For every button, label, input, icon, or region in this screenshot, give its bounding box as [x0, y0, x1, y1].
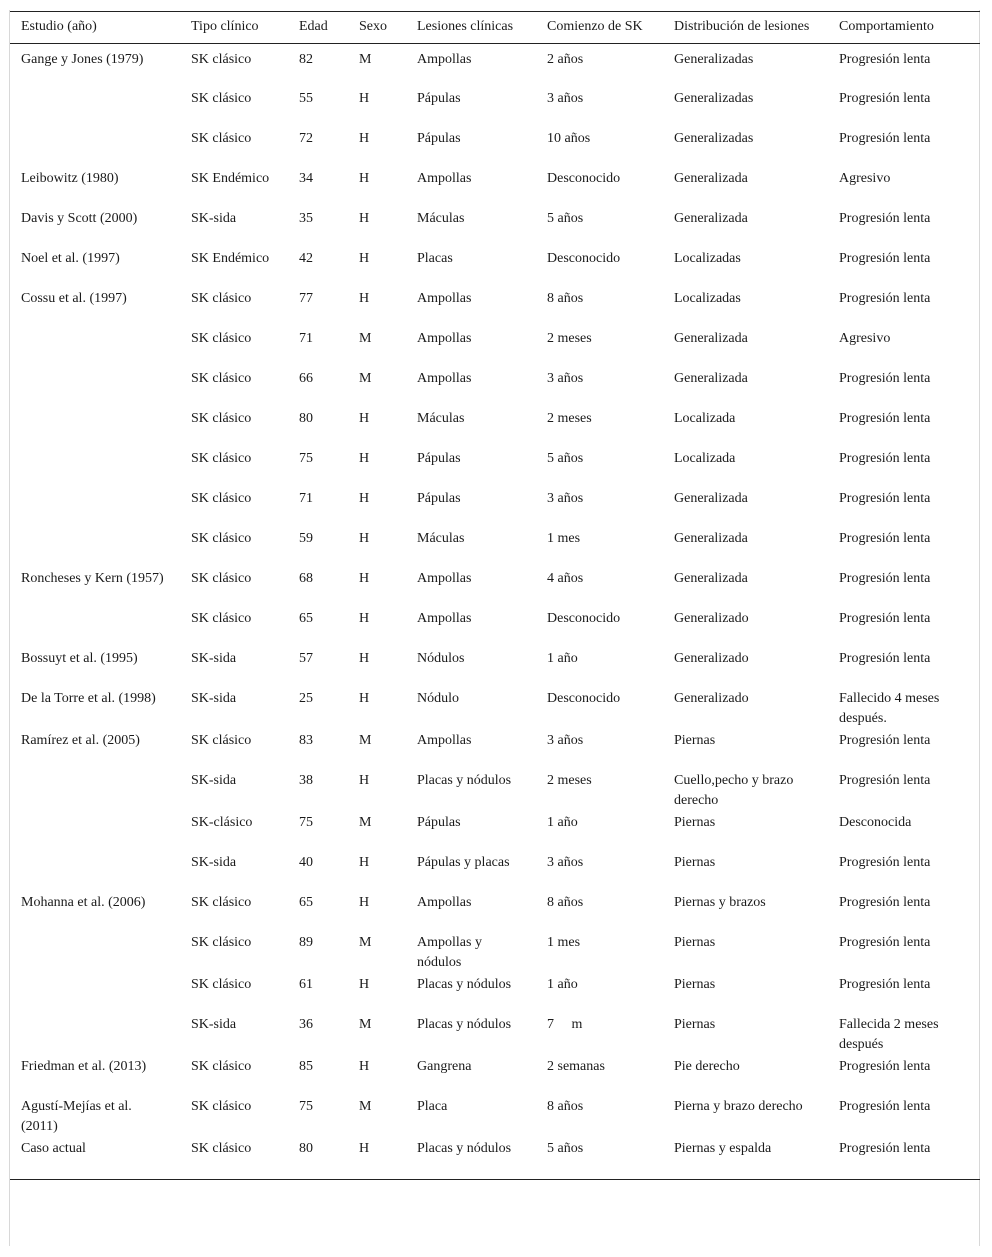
cell-behaviour: Progresión lenta: [839, 90, 931, 106]
cell-behaviour: Progresión lenta: [839, 210, 931, 226]
header-row: [10, 12, 980, 44]
cell-distribution: Piernas y espalda: [674, 1140, 772, 1156]
cell-distribution: Localizadas: [674, 250, 741, 266]
cell-sex: H: [359, 894, 370, 910]
cell-clinical-type: SK clásico: [191, 490, 252, 506]
cell-sex: H: [359, 170, 370, 186]
cell-age: 36: [299, 1016, 313, 1032]
cell-clinical-type: SK-sida: [191, 690, 237, 706]
header-behaviour: Comportamiento: [839, 19, 934, 34]
cell-behaviour: Progresión lenta: [839, 894, 931, 910]
cell-onset: 8 años: [547, 290, 584, 306]
header-study: Estudio (año): [21, 19, 97, 34]
cell-clinical-type: SK clásico: [191, 1058, 252, 1074]
cell-behaviour: Progresión lenta: [839, 410, 931, 426]
cell-distribution: Generalizada: [674, 330, 748, 346]
cell-age: 42: [299, 250, 313, 266]
cell-lesions: Nódulos: [417, 650, 465, 666]
cell-distribution: Piernas: [674, 934, 716, 950]
table-row: [10, 568, 980, 608]
cell-clinical-type: SK clásico: [191, 976, 252, 992]
table-row: [10, 892, 980, 932]
cell-behaviour: Progresión lenta: [839, 450, 931, 466]
cell-study: Friedman et al. (2013): [21, 1058, 147, 1074]
cell-study: Mohanna et al. (2006): [21, 894, 146, 910]
cell-lesions: Placas y nódulos: [417, 976, 512, 992]
cell-study: Noel et al. (1997): [21, 250, 120, 266]
cell-behaviour: Progresión lenta: [839, 610, 931, 626]
table-row: [10, 488, 980, 528]
cell-behaviour: Progresión lenta: [839, 854, 931, 870]
cell-onset: 3 años: [547, 490, 584, 506]
cell-behaviour: Desconocida: [839, 814, 912, 830]
cell-age: 66: [299, 370, 313, 386]
cell-clinical-type: SK clásico: [191, 330, 252, 346]
cell-behaviour: Agresivo: [839, 170, 891, 186]
table-row: [10, 168, 980, 208]
cell-lesions: Pápulas: [417, 90, 461, 106]
cell-age: 89: [299, 934, 313, 950]
table-row: [10, 328, 980, 368]
cell-lesions: Pápulas: [417, 814, 461, 830]
cell-behaviour: Progresión lenta: [839, 570, 931, 586]
cell-age: 71: [299, 330, 313, 346]
cell-age: 34: [299, 170, 313, 186]
cell-study: Davis y Scott (2000): [21, 210, 138, 226]
cell-onset: 5 años: [547, 450, 584, 466]
cell-age: 82: [299, 52, 313, 67]
cell-age: 85: [299, 1058, 313, 1074]
cell-behaviour: Progresión lenta: [839, 732, 931, 748]
cell-study: [10, 88, 180, 128]
cell-lesions: Ampollas: [417, 52, 472, 67]
cell-distribution: Generalizada: [674, 210, 748, 226]
table-row: [10, 608, 980, 648]
cell-sex: M: [359, 732, 372, 748]
table-row: [10, 368, 980, 408]
cell-study: Roncheses y Kern (1957): [21, 570, 164, 586]
cell-behaviour: Progresión lenta: [839, 934, 931, 950]
cell-onset: 3 años: [547, 732, 584, 748]
cell-distribution: Localizadas: [674, 290, 741, 306]
cell-sex: H: [359, 410, 370, 426]
table-row: [10, 1096, 980, 1138]
cell-behaviour: Progresión lenta: [839, 1098, 931, 1114]
cell-lesions: Placa: [417, 1098, 448, 1114]
cell-sex: M: [359, 330, 372, 346]
table-row: [10, 1014, 980, 1056]
table-body: [10, 44, 980, 1180]
cell-distribution: Pierna y brazo derecho: [674, 1098, 803, 1114]
cell-study: [10, 488, 180, 528]
cell-study: De la Torre et al. (1998): [21, 690, 156, 706]
cell-distribution: Generalizado: [674, 610, 749, 626]
cell-onset: Desconocido: [547, 610, 621, 626]
cell-clinical-type: SK clásico: [191, 370, 252, 386]
table-row: [10, 88, 980, 128]
cell-age: 57: [299, 650, 313, 666]
cell-study: [10, 1014, 180, 1056]
cell-lesions: Ampollas: [417, 370, 472, 386]
cell-study: [10, 408, 180, 448]
cell-behaviour: Progresión lenta: [839, 650, 931, 666]
cell-clinical-type: SK Endémico: [191, 250, 270, 266]
cell-clinical-type: SK clásico: [191, 450, 252, 466]
table-row: [10, 1138, 980, 1180]
table-row: [10, 208, 980, 248]
cell-clinical-type: SK-sida: [191, 650, 237, 666]
cell-clinical-type: SK clásico: [191, 1098, 252, 1114]
cell-lesions: Pápulas: [417, 450, 461, 466]
cell-lesions: Ampollas: [417, 610, 472, 626]
cell-clinical-type: SK clásico: [191, 290, 252, 306]
cell-distribution: Piernas: [674, 976, 716, 992]
cell-sex: H: [359, 610, 370, 626]
table-row: [10, 528, 980, 568]
cell-distribution: Generalizada: [674, 490, 748, 506]
cell-behaviour: Progresión lenta: [839, 370, 931, 386]
cell-onset: 3 años: [547, 90, 584, 106]
cell-age: 38: [299, 772, 313, 788]
cell-clinical-type: SK clásico: [191, 934, 252, 950]
cell-age: 75: [299, 1098, 313, 1114]
cell-clinical-type: SK clásico: [191, 732, 252, 748]
cell-onset: 2 meses: [547, 330, 592, 346]
cell-study: [10, 812, 180, 852]
cell-sex: H: [359, 530, 370, 546]
cell-clinical-type: SK clásico: [191, 530, 252, 546]
cell-lesions: Pápulas y placas: [417, 854, 510, 870]
cell-study: [10, 368, 180, 408]
cell-study: [10, 974, 180, 1014]
cell-age: 25: [299, 690, 313, 706]
cell-sex: H: [359, 976, 370, 992]
cell-lesions: Ampollas: [417, 290, 472, 306]
cell-distribution: Generalizada: [674, 530, 748, 546]
header-distribution: Distribución de lesiones: [674, 19, 810, 34]
table-row: [10, 408, 980, 448]
cell-distribution: Pie derecho: [674, 1058, 740, 1074]
cell-behaviour: Progresión lenta: [839, 250, 931, 266]
table-row: [10, 128, 980, 168]
cell-age: 61: [299, 976, 313, 992]
cell-sex: M: [359, 1098, 372, 1114]
cell-onset: 1 año: [547, 814, 578, 830]
cell-distribution: Generalizada: [674, 370, 748, 386]
cell-sex: M: [359, 814, 372, 830]
cell-age: 72: [299, 130, 313, 146]
cell-sex: H: [359, 450, 370, 466]
cell-age: 68: [299, 570, 313, 586]
cell-onset: Desconocido: [547, 690, 621, 706]
cell-behaviour: Progresión lenta: [839, 1140, 931, 1156]
cell-lesions: Placas y nódulos: [417, 1016, 512, 1032]
cell-distribution: Generalizadas: [674, 130, 754, 146]
cell-study: [10, 608, 180, 648]
cell-distribution: Piernas: [674, 854, 716, 870]
table-row: [10, 932, 980, 974]
cell-distribution: Piernas: [674, 732, 716, 748]
cell-lesions: Ampollas: [417, 330, 472, 346]
cell-age: 75: [299, 814, 313, 830]
cell-sex: H: [359, 210, 370, 226]
cell-clinical-type: SK clásico: [191, 610, 252, 626]
cell-clinical-type: SK-sida: [191, 210, 237, 226]
cell-behaviour: Progresión lenta: [839, 530, 931, 546]
cell-distribution: Cuello,pecho y brazo derecho: [674, 772, 794, 808]
cell-clinical-type: SK-clásico: [191, 814, 253, 830]
cell-distribution: Piernas y brazos: [674, 894, 766, 910]
cell-distribution: Generalizadas: [674, 52, 754, 67]
cell-study: Ramírez et al. (2005): [21, 732, 140, 748]
cell-age: 65: [299, 894, 313, 910]
cell-sex: H: [359, 490, 370, 506]
header-sex: Sexo: [359, 19, 387, 34]
table-row: [10, 1056, 980, 1096]
table-row: [10, 770, 980, 812]
cell-study: [10, 852, 180, 892]
cell-lesions: Nódulo: [417, 690, 459, 706]
cell-clinical-type: SK clásico: [191, 130, 252, 146]
cell-clinical-type: SK Endémico: [191, 170, 270, 186]
cell-onset: 2 meses: [547, 410, 592, 426]
cell-onset: Desconocido: [547, 250, 621, 266]
cell-study: Caso actual: [21, 1140, 86, 1156]
cell-sex: H: [359, 650, 370, 666]
cell-behaviour: Progresión lenta: [839, 1058, 931, 1074]
cell-behaviour: Progresión lenta: [839, 290, 931, 306]
cell-distribution: Generalizado: [674, 690, 749, 706]
cell-distribution: Generalizada: [674, 570, 748, 586]
cell-lesions: Ampollas: [417, 170, 472, 186]
cell-age: 80: [299, 410, 313, 426]
cell-behaviour: Progresión lenta: [839, 976, 931, 992]
cell-onset: 2 semanas: [547, 1058, 605, 1074]
cell-sex: H: [359, 290, 370, 306]
cases-table: [10, 11, 980, 1180]
cell-lesions: Ampollas: [417, 570, 472, 586]
cell-study: Gange y Jones (1979): [21, 52, 144, 67]
cell-sex: H: [359, 1058, 370, 1074]
cell-lesions: Máculas: [417, 210, 465, 226]
table-row: [10, 974, 980, 1014]
cell-behaviour: Fallecido 4 meses después.: [839, 690, 940, 726]
cell-clinical-type: SK clásico: [191, 410, 252, 426]
cell-age: 75: [299, 450, 313, 466]
cell-study: [10, 128, 180, 168]
cell-sex: H: [359, 130, 370, 146]
cell-behaviour: Fallecida 2 meses después: [839, 1016, 939, 1052]
cell-clinical-type: SK clásico: [191, 90, 252, 106]
cell-distribution: Localizada: [674, 410, 736, 426]
cell-lesions: Placas y nódulos: [417, 1140, 512, 1156]
cell-age: 35: [299, 210, 313, 226]
cell-behaviour: Progresión lenta: [839, 52, 931, 67]
cell-distribution: Generalizada: [674, 170, 748, 186]
table-row: [10, 688, 980, 730]
header-age: Edad: [299, 19, 328, 34]
cell-behaviour: Progresión lenta: [839, 772, 931, 788]
table-row: [10, 730, 980, 770]
cell-onset: 5 años: [547, 210, 584, 226]
cell-clinical-type: SK clásico: [191, 1140, 252, 1156]
cell-sex: M: [359, 1016, 372, 1032]
cell-lesions: Placas y nódulos: [417, 772, 512, 788]
cell-onset: 3 años: [547, 854, 584, 870]
cell-study: Bossuyt et al. (1995): [21, 650, 138, 666]
cell-study: [10, 328, 180, 368]
cell-sex: M: [359, 370, 372, 386]
cell-lesions: Placas: [417, 250, 453, 266]
cell-lesions: Pápulas: [417, 490, 461, 506]
cell-lesions: Ampollas: [417, 894, 472, 910]
cell-sex: H: [359, 1140, 370, 1156]
cell-age: 77: [299, 290, 313, 306]
cell-distribution: Localizada: [674, 450, 736, 466]
cell-sex: H: [359, 250, 370, 266]
cell-onset: 7 m: [547, 1016, 583, 1032]
cell-lesions: Ampollas: [417, 732, 472, 748]
cell-distribution: Generalizadas: [674, 90, 754, 106]
cell-sex: M: [359, 934, 372, 950]
table-row: [10, 288, 980, 328]
cell-sex: H: [359, 772, 370, 788]
cell-onset: 3 años: [547, 370, 584, 386]
cell-onset: 8 años: [547, 1098, 584, 1114]
cell-clinical-type: SK-sida: [191, 772, 237, 788]
cell-age: 40: [299, 854, 313, 870]
cell-clinical-type: SK clásico: [191, 52, 252, 67]
cell-study: [10, 528, 180, 568]
cell-age: 83: [299, 732, 313, 748]
header-clinical-type: Tipo clínico: [191, 19, 259, 34]
cell-sex: H: [359, 854, 370, 870]
cell-study: Agustí-Mejías et al. (2011): [21, 1098, 132, 1134]
cell-onset: 1 mes: [547, 530, 581, 546]
table-row: [10, 812, 980, 852]
cell-lesions: Gangrena: [417, 1058, 472, 1074]
cell-onset: 8 años: [547, 894, 584, 910]
header-lesions: Lesiones clínicas: [417, 19, 514, 34]
cell-sex: M: [359, 52, 372, 67]
cell-study: Cossu et al. (1997): [21, 290, 127, 306]
cell-age: 65: [299, 610, 313, 626]
cell-study: [10, 770, 180, 812]
cell-age: 59: [299, 530, 313, 546]
cell-age: 55: [299, 90, 313, 106]
cell-onset: 2 años: [547, 52, 584, 67]
cell-lesions: Pápulas: [417, 130, 461, 146]
cell-behaviour: Progresión lenta: [839, 490, 931, 506]
cell-study: [10, 448, 180, 488]
cell-clinical-type: SK clásico: [191, 894, 252, 910]
table-header: [10, 12, 980, 44]
cell-sex: H: [359, 570, 370, 586]
cell-age: 80: [299, 1140, 313, 1156]
table-row: [10, 248, 980, 288]
cell-study: Leibowitz (1980): [21, 170, 119, 186]
cell-onset: 2 meses: [547, 772, 592, 788]
table-row: [10, 852, 980, 892]
cell-age: 71: [299, 490, 313, 506]
header-onset: Comienzo de SK: [547, 19, 643, 34]
cell-onset: 1 año: [547, 976, 578, 992]
cell-onset: 4 años: [547, 570, 584, 586]
cell-study: [10, 932, 180, 974]
cell-onset: 1 año: [547, 650, 578, 666]
cell-distribution: Piernas: [674, 814, 716, 830]
cell-onset: Desconocido: [547, 170, 621, 186]
table-row: [10, 448, 980, 488]
cell-clinical-type: SK-sida: [191, 1016, 237, 1032]
cell-onset: 1 mes: [547, 934, 581, 950]
table-row: [10, 44, 980, 88]
cell-lesions: Ampollas y nódulos: [417, 934, 482, 970]
cell-onset: 10 años: [547, 130, 591, 146]
cell-behaviour: Progresión lenta: [839, 130, 931, 146]
cell-sex: H: [359, 90, 370, 106]
cell-lesions: Máculas: [417, 410, 465, 426]
cell-sex: H: [359, 690, 370, 706]
cell-clinical-type: SK-sida: [191, 854, 237, 870]
cell-onset: 5 años: [547, 1140, 584, 1156]
cell-lesions: Máculas: [417, 530, 465, 546]
cell-clinical-type: SK clásico: [191, 570, 252, 586]
cell-distribution: Piernas: [674, 1016, 716, 1032]
cell-behaviour: Agresivo: [839, 330, 891, 346]
table-row: [10, 648, 980, 688]
cell-distribution: Generalizado: [674, 650, 749, 666]
